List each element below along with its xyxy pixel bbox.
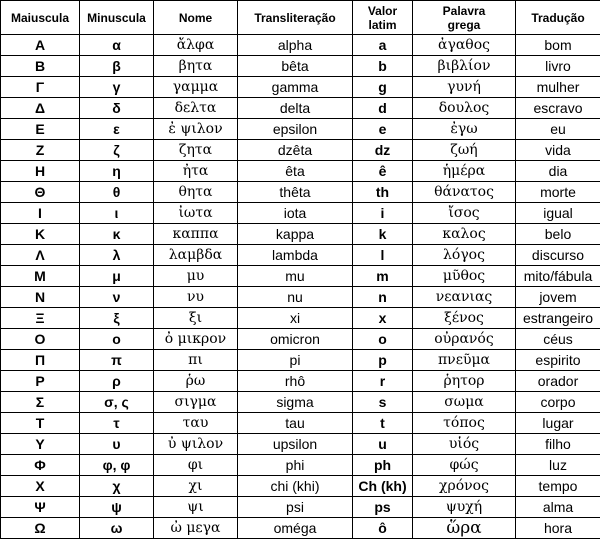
letter-name-cell: δελτα: [154, 98, 238, 119]
table-row: [1, 287, 600, 308]
table-row: [1, 476, 600, 497]
header-lowercase: Minuscula: [80, 1, 154, 35]
greek-word-cell: ἐγω: [413, 119, 516, 140]
table-row: [1, 182, 600, 203]
greek-word-cell: ὥρα: [413, 518, 516, 539]
uppercase-cell: Π: [1, 350, 80, 371]
letter-name-cell: νυ: [154, 287, 238, 308]
uppercase-cell: Ψ: [1, 497, 80, 518]
transliteration-cell: thêta: [238, 182, 353, 203]
letter-name-cell: ψι: [154, 497, 238, 518]
header-latin-value: [353, 1, 413, 35]
lowercase-cell: γ: [80, 77, 154, 98]
greek-word-cell: λόγος: [413, 245, 516, 266]
transliteration-cell: bêta: [238, 56, 353, 77]
lowercase-cell: τ: [80, 413, 154, 434]
latin-value-cell: o: [353, 329, 413, 350]
transliteration-cell: epsilon: [238, 119, 353, 140]
header-name: Nome: [154, 1, 238, 35]
lowercase-cell: ε: [80, 119, 154, 140]
table-row: [1, 161, 600, 182]
latin-value-cell: i: [353, 203, 413, 224]
transliteration-cell: chi (khi): [238, 476, 353, 497]
transliteration-cell: kappa: [238, 224, 353, 245]
uppercase-cell: Τ: [1, 413, 80, 434]
transliteration-cell: omicron: [238, 329, 353, 350]
table-row: [1, 245, 600, 266]
translation-cell: dia: [516, 161, 600, 182]
transliteration-cell: gamma: [238, 77, 353, 98]
lowercase-cell: α: [80, 35, 154, 56]
header-row: [1, 1, 600, 35]
uppercase-cell: Ι: [1, 203, 80, 224]
transliteration-cell: upsilon: [238, 434, 353, 455]
latin-value-cell: u: [353, 434, 413, 455]
uppercase-cell: Χ: [1, 476, 80, 497]
translation-cell: alma: [516, 497, 600, 518]
latin-value-cell: th: [353, 182, 413, 203]
table-row: [1, 266, 600, 287]
uppercase-cell: Σ: [1, 392, 80, 413]
letter-name-cell: ἄλφα: [154, 35, 238, 56]
table-row: [1, 518, 600, 539]
letter-name-cell: ταυ: [154, 413, 238, 434]
translation-cell: bom: [516, 35, 600, 56]
letter-name-cell: ἰωτα: [154, 203, 238, 224]
greek-word-cell: ἀγαθος: [413, 35, 516, 56]
letter-name-cell: ἐ ψιλον: [154, 119, 238, 140]
letter-name-cell: ὐ ψιλον: [154, 434, 238, 455]
latin-value-cell: s: [353, 392, 413, 413]
letter-name-cell: σιγμα: [154, 392, 238, 413]
uppercase-cell: Θ: [1, 182, 80, 203]
letter-name-cell: χι: [154, 476, 238, 497]
header-uppercase: Maiuscula: [1, 1, 80, 35]
table-row: [1, 56, 600, 77]
uppercase-cell: Ω: [1, 518, 80, 539]
table-row: [1, 119, 600, 140]
table-row: [1, 203, 600, 224]
translation-cell: discurso: [516, 245, 600, 266]
greek-word-cell: ζωή: [413, 140, 516, 161]
table-row: [1, 98, 600, 119]
latin-value-cell: ê: [353, 161, 413, 182]
uppercase-cell: Α: [1, 35, 80, 56]
table-row: [1, 140, 600, 161]
letter-name-cell: μυ: [154, 266, 238, 287]
letter-name-cell: ὀ μικρον: [154, 329, 238, 350]
latin-value-cell: t: [353, 413, 413, 434]
lowercase-cell: η: [80, 161, 154, 182]
uppercase-cell: Ε: [1, 119, 80, 140]
translation-cell: vida: [516, 140, 600, 161]
latin-value-cell: e: [353, 119, 413, 140]
table-row: [1, 308, 600, 329]
translation-cell: filho: [516, 434, 600, 455]
lowercase-cell: υ: [80, 434, 154, 455]
greek-word-cell: θάνατος: [413, 182, 516, 203]
greek-word-cell: οὐρανός: [413, 329, 516, 350]
lowercase-cell: ν: [80, 287, 154, 308]
transliteration-cell: delta: [238, 98, 353, 119]
lowercase-cell: σ, ς: [80, 392, 154, 413]
translation-cell: corpo: [516, 392, 600, 413]
latin-value-cell: ô: [353, 518, 413, 539]
letter-name-cell: φι: [154, 455, 238, 476]
translation-cell: jovem: [516, 287, 600, 308]
translation-cell: belo: [516, 224, 600, 245]
latin-value-cell: g: [353, 77, 413, 98]
lowercase-cell: β: [80, 56, 154, 77]
transliteration-cell: rhô: [238, 371, 353, 392]
letter-name-cell: ξι: [154, 308, 238, 329]
table-row: [1, 77, 600, 98]
header-transliteration: Transliteração: [238, 1, 353, 35]
latin-value-cell: ph: [353, 455, 413, 476]
table-row: [1, 413, 600, 434]
translation-cell: orador: [516, 371, 600, 392]
transliteration-cell: êta: [238, 161, 353, 182]
letter-name-cell: γαμμα: [154, 77, 238, 98]
translation-cell: hora: [516, 518, 600, 539]
header-latin-value-line1: Valor: [368, 4, 397, 18]
header-greek-word: [413, 1, 516, 35]
latin-value-cell: dz: [353, 140, 413, 161]
lowercase-cell: θ: [80, 182, 154, 203]
uppercase-cell: Ν: [1, 287, 80, 308]
translation-cell: céus: [516, 329, 600, 350]
translation-cell: estrangeiro: [516, 308, 600, 329]
transliteration-cell: sigma: [238, 392, 353, 413]
latin-value-cell: n: [353, 287, 413, 308]
table-row: [1, 455, 600, 476]
letter-name-cell: λαμβδα: [154, 245, 238, 266]
greek-word-cell: ἴσος: [413, 203, 516, 224]
greek-word-cell: φώς: [413, 455, 516, 476]
letter-name-cell: ὠ μεγα: [154, 518, 238, 539]
transliteration-cell: oméga: [238, 518, 353, 539]
translation-cell: luz: [516, 455, 600, 476]
greek-word-cell: ξένος: [413, 308, 516, 329]
uppercase-cell: Ρ: [1, 371, 80, 392]
lowercase-cell: φ, φ: [80, 455, 154, 476]
translation-cell: morte: [516, 182, 600, 203]
lowercase-cell: ξ: [80, 308, 154, 329]
greek-word-cell: χρόνος: [413, 476, 516, 497]
translation-cell: mito/fábula: [516, 266, 600, 287]
transliteration-cell: nu: [238, 287, 353, 308]
uppercase-cell: Μ: [1, 266, 80, 287]
header-latin-value-line2: latim: [368, 18, 396, 32]
uppercase-cell: Υ: [1, 434, 80, 455]
transliteration-cell: pi: [238, 350, 353, 371]
greek-word-cell: δουλος: [413, 98, 516, 119]
table-row: [1, 35, 600, 56]
latin-value-cell: Ch (kh): [353, 476, 413, 497]
greek-word-cell: καλος: [413, 224, 516, 245]
latin-value-cell: l: [353, 245, 413, 266]
greek-word-cell: ἡμέρα: [413, 161, 516, 182]
greek-word-cell: μῦθος: [413, 266, 516, 287]
uppercase-cell: Γ: [1, 77, 80, 98]
latin-value-cell: p: [353, 350, 413, 371]
uppercase-cell: Δ: [1, 98, 80, 119]
table-row: [1, 371, 600, 392]
transliteration-cell: alpha: [238, 35, 353, 56]
latin-value-cell: d: [353, 98, 413, 119]
greek-word-cell: νεανιας: [413, 287, 516, 308]
latin-value-cell: b: [353, 56, 413, 77]
translation-cell: escravo: [516, 98, 600, 119]
uppercase-cell: Ο: [1, 329, 80, 350]
letter-name-cell: πι: [154, 350, 238, 371]
latin-value-cell: a: [353, 35, 413, 56]
lowercase-cell: ρ: [80, 371, 154, 392]
greek-word-cell: τόπος: [413, 413, 516, 434]
latin-value-cell: r: [353, 371, 413, 392]
greek-word-cell: ψυχή: [413, 497, 516, 518]
uppercase-cell: Λ: [1, 245, 80, 266]
transliteration-cell: dzêta: [238, 140, 353, 161]
table-row: [1, 392, 600, 413]
lowercase-cell: λ: [80, 245, 154, 266]
lowercase-cell: μ: [80, 266, 154, 287]
greek-word-cell: βιβλίον: [413, 56, 516, 77]
lowercase-cell: ζ: [80, 140, 154, 161]
lowercase-cell: ι: [80, 203, 154, 224]
transliteration-cell: psi: [238, 497, 353, 518]
transliteration-cell: lambda: [238, 245, 353, 266]
header-greek-word-line2: grega: [448, 18, 481, 32]
latin-value-cell: ps: [353, 497, 413, 518]
greek-word-cell: υἱός: [413, 434, 516, 455]
lowercase-cell: κ: [80, 224, 154, 245]
table-row: [1, 329, 600, 350]
transliteration-cell: mu: [238, 266, 353, 287]
translation-cell: tempo: [516, 476, 600, 497]
transliteration-cell: tau: [238, 413, 353, 434]
uppercase-cell: Ζ: [1, 140, 80, 161]
translation-cell: lugar: [516, 413, 600, 434]
greek-word-cell: ῥητορ: [413, 371, 516, 392]
lowercase-cell: ο: [80, 329, 154, 350]
lowercase-cell: π: [80, 350, 154, 371]
transliteration-cell: iota: [238, 203, 353, 224]
lowercase-cell: ψ: [80, 497, 154, 518]
lowercase-cell: δ: [80, 98, 154, 119]
translation-cell: mulher: [516, 77, 600, 98]
uppercase-cell: Β: [1, 56, 80, 77]
greek-word-cell: πνεῦμα: [413, 350, 516, 371]
lowercase-cell: ω: [80, 518, 154, 539]
table-row: [1, 350, 600, 371]
greek-word-cell: σωμα: [413, 392, 516, 413]
translation-cell: igual: [516, 203, 600, 224]
letter-name-cell: ἠτα: [154, 161, 238, 182]
latin-value-cell: k: [353, 224, 413, 245]
letter-name-cell: ῥω: [154, 371, 238, 392]
transliteration-cell: xi: [238, 308, 353, 329]
uppercase-cell: Κ: [1, 224, 80, 245]
latin-value-cell: m: [353, 266, 413, 287]
header-translation: Tradução: [516, 1, 600, 35]
letter-name-cell: καππα: [154, 224, 238, 245]
lowercase-cell: χ: [80, 476, 154, 497]
table-row: [1, 434, 600, 455]
letter-name-cell: βητα: [154, 56, 238, 77]
translation-cell: livro: [516, 56, 600, 77]
table-row: [1, 224, 600, 245]
header-greek-word-line1: Palavra: [443, 4, 486, 18]
table-body: [1, 35, 600, 539]
letter-name-cell: ζητα: [154, 140, 238, 161]
translation-cell: eu: [516, 119, 600, 140]
uppercase-cell: Φ: [1, 455, 80, 476]
table-row: [1, 497, 600, 518]
uppercase-cell: Η: [1, 161, 80, 182]
latin-value-cell: x: [353, 308, 413, 329]
letter-name-cell: θητα: [154, 182, 238, 203]
transliteration-cell: phi: [238, 455, 353, 476]
uppercase-cell: Ξ: [1, 308, 80, 329]
greek-word-cell: γυνή: [413, 77, 516, 98]
translation-cell: espirito: [516, 350, 600, 371]
